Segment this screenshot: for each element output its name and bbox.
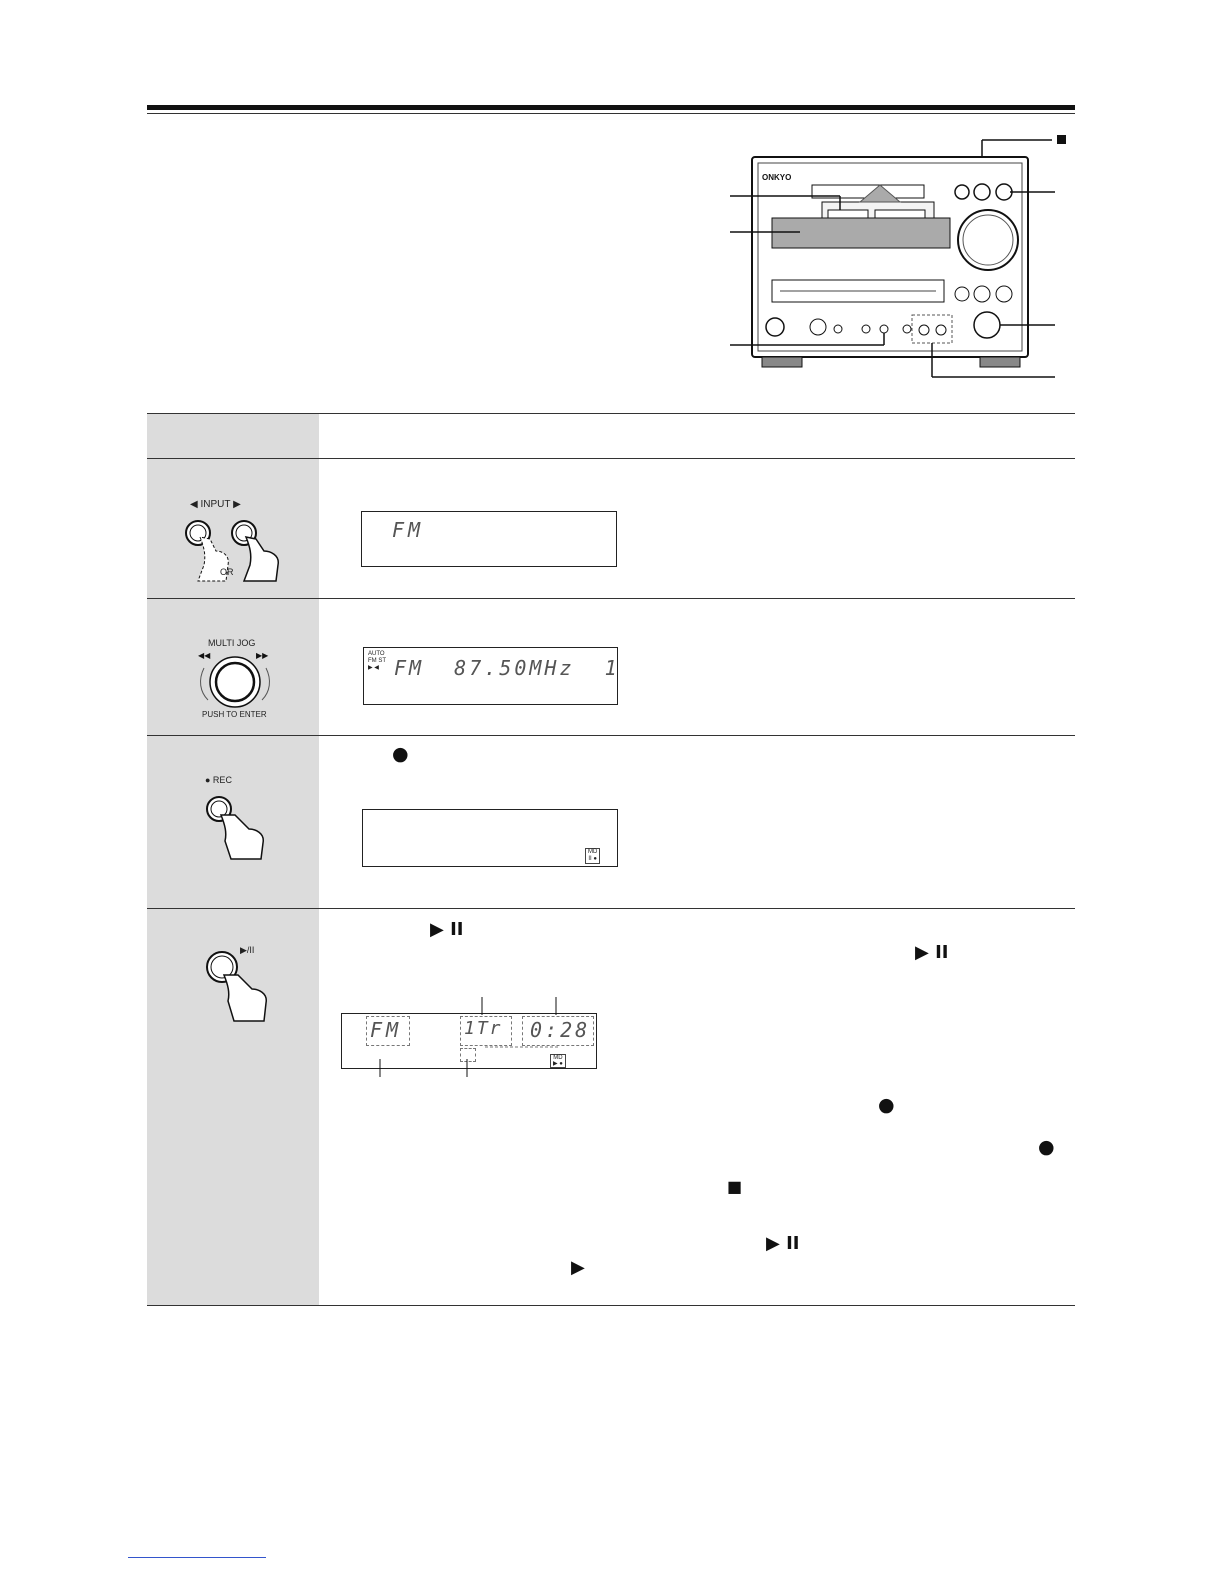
lcd-step2 xyxy=(363,647,618,705)
lcd-step2-text: FM 87.50MHz 1 xyxy=(394,656,620,680)
lcd-step4-track: 1Tr xyxy=(464,1018,503,1039)
svg-text:◀◀: ◀◀ xyxy=(198,651,211,660)
table-header-cell xyxy=(147,414,319,458)
lcd-step2-indicator: AUTO FM ST ▶ ◀ xyxy=(368,651,386,671)
rec-symbol-2: ● xyxy=(878,1094,895,1116)
play-pause-symbol-1: ▶ II xyxy=(430,919,464,940)
header-rule-thin xyxy=(147,113,1075,114)
lcd-step4-source: FM xyxy=(370,1018,403,1042)
rec-button-illustration xyxy=(195,775,275,865)
lcd-step4-indicator: MD ▶ ● xyxy=(550,1054,566,1068)
header-rule xyxy=(147,105,1075,110)
rec-label: ● REC xyxy=(205,775,232,785)
play-pause-symbol-3: ▶ II xyxy=(766,1233,800,1254)
multijog-illustration xyxy=(190,638,280,720)
table-bottom-rule xyxy=(147,1305,1075,1306)
lcd-step3-indicator: MD II ● xyxy=(585,848,600,864)
lcd-step1 xyxy=(361,511,617,567)
stop-symbol: ■ xyxy=(727,1177,743,1196)
lcd-step1-text: FM xyxy=(392,518,425,542)
lcd-step4-time: 0:28 xyxy=(530,1018,591,1042)
lcd-step4-callouts xyxy=(330,995,610,1080)
rec-symbol: ● xyxy=(392,743,409,765)
input-label: ◀ INPUT ▶ xyxy=(190,499,241,510)
or-label: OR xyxy=(220,567,234,577)
multijog-label: MULTI JOG xyxy=(208,638,256,648)
device-illustration xyxy=(700,130,1070,390)
play-pause-label: ▶/II xyxy=(240,945,255,955)
svg-text:▶▶: ▶▶ xyxy=(256,651,269,660)
play-pause-symbol-2: ▶ II xyxy=(915,942,949,963)
lcd-step3 xyxy=(362,809,618,867)
stop-symbol-callout xyxy=(1057,135,1066,144)
rec-symbol-3: ● xyxy=(1038,1136,1055,1158)
footer-link-underline xyxy=(128,1557,266,1558)
play-pause-button-illustration xyxy=(198,945,278,1030)
push-to-enter-label: PUSH TO ENTER xyxy=(202,710,267,719)
svg-text:ONKYO: ONKYO xyxy=(762,173,792,182)
input-buttons-illustration xyxy=(170,495,290,585)
play-symbol: ▶ xyxy=(571,1257,585,1278)
